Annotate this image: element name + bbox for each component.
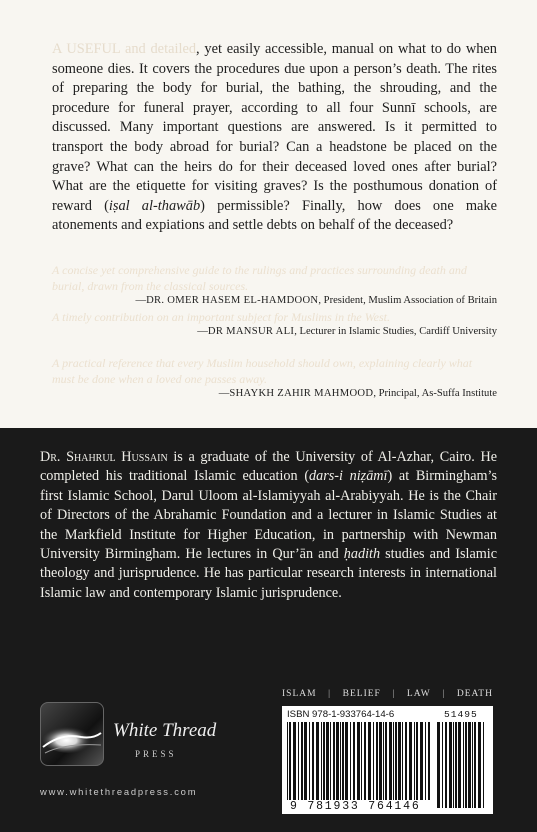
barcode-bar [428,722,430,800]
barcode-bar [425,722,426,800]
barcode-bar [330,722,331,800]
barcode-bar [405,722,407,800]
barcode-bar [321,722,322,800]
barcode-bars [287,722,433,800]
barcode-bar [298,722,299,800]
barcode-bar [316,722,319,800]
endorsement-3 [52,355,497,401]
barcode-bar [312,722,314,800]
endorsement-1 [52,262,497,308]
barcode-bar [398,722,401,800]
barcode-bar [336,722,339,800]
barcode-bar [393,722,394,800]
barcode-bar [309,722,310,800]
barcode-bar [474,722,476,808]
barcode-bar [342,722,344,800]
barcode-bar [287,722,288,800]
isbn-barcode [282,706,493,814]
barcode-addon-digits: 51495 [444,709,478,720]
barcode-bar [333,722,335,800]
barcode-bar [289,722,291,800]
barcode-bar [416,722,418,800]
barcode-addon-bars [437,722,487,808]
barcode-bar [376,722,378,800]
barcode-bar [383,722,384,800]
description-lead: A USEFUL and detailed [52,41,197,57]
back-cover-bottom [0,428,537,832]
publisher-url: www.whitethreadpress.com [40,786,198,797]
barcode-bar [301,722,303,800]
tag-separator: | [392,689,396,699]
barcode-bar [463,722,464,808]
barcode-bar [453,722,454,808]
barcode-bar [368,722,371,800]
tag-belief: BELIEF [342,689,381,699]
barcode-bar [357,722,360,800]
barcode-bar [437,722,440,808]
barcode-bar [395,722,397,800]
tag-separator: | [442,689,446,699]
tag-law: LAW [406,689,431,699]
endorsement-text: A practical reference that every Muslim household should own, explaining clearly what must be done when a loved one passes away. [52,356,473,386]
barcode-bar [304,722,307,800]
barcode-bar [353,722,355,800]
endorsement-text: A timely contribution on an important subject for Muslims in the West. [52,310,390,324]
publisher-name: White Thread [113,720,217,741]
barcode-bar [326,722,329,800]
barcode-bar [364,722,366,800]
barcode-bar [455,722,457,808]
book-description: A USEFUL and detailed, yet easily accessible, manual on what to do when someone dies. It covers the procedures due upon a person’s death. The rites of preparing the body for burial, the bathing, the shrouding, and the procedure for funeral prayer, according to all four Sunnī schools, are discussed. Many important questions are answered. Is it permitted to transport the body abroad for burial? Can a headstone be placed on the grave? What can the heirs do for their deceased loved ones after burial? What are the etiquette for visiting graves? Is the posthumous donation of reward (iṣal al-thawāb) permissible? Finally, how does one make atonements and expiations and settle debts on behalf of the deceased? [52,41,497,234]
barcode-bar [465,722,467,808]
barcode-bar [361,722,362,800]
endorsement-attribution: —SHAYKH ZAHIR MAHMOOD, Principal, As-Suffa Institute [218,388,497,399]
barcode-bar [340,722,341,800]
tag-separator: | [328,689,332,699]
barcode-bar [373,722,374,800]
barcode-bar [402,722,403,800]
endorsement-attribution: —DR. OMER HASEM EL-HAMDOON, President, Muslim Association of Britain [135,295,497,306]
endorsement-text: A concise yet comprehensive guide to the rulings and practices surrounding death and burial, drawn from the classical sources. [52,263,467,293]
barcode-bar [472,722,473,808]
barcode-bar [323,722,325,800]
publisher-sub: PRESS [135,749,177,759]
barcode-bar [468,722,471,808]
barcode-bar [458,722,461,808]
author-name: Dr. Shahrul Hussain [40,449,168,465]
subject-tags [282,689,493,699]
barcode-bar [409,722,412,800]
author-bio: Dr. Shahrul Hussain is a graduate of the University of Al-Azhar, Cairo. He completed his traditional Islamic education (dars-i niẓāmī) at Birmingham’s first Islamic School, Darul Uloom al-Islamiyyah al-Arabiyyah. He is the Chair of Directors of the Abrahamic Foundation and a lecturer in Islamic Studies at the Markfield Institute for Higher Education, in partnership with Newman University Birmingham. He lectures in Qur’ān and ḥadith studies and Islamic theology and jurisprudence. He has particular research interests in international Islamic law and contemporary Islamic jurisprudence. [40,449,498,601]
barcode-bar [449,722,452,808]
barcode-bar [442,722,443,808]
barcode-bar [478,722,481,808]
barcode-bar [345,722,348,800]
isbn-text: ISBN 978-1-933764-14-6 [287,709,395,720]
barcode-bar [379,722,382,800]
endorsement-attribution: —DR MANSUR ALI, Lecturer in Islamic Studies, Cardiff University [197,326,497,337]
barcode-bar [420,722,423,800]
endorsement-2 [52,309,497,339]
tag-islam: ISLAM [282,689,317,699]
white-thread-logo-icon [40,702,104,766]
barcode-bar [414,722,415,800]
barcode-digits: 9 781933 764146 [290,800,421,813]
barcode-bar [483,722,484,808]
barcode-bar [389,722,392,800]
tag-death: DEATH [456,689,493,699]
publisher-logo [40,702,217,782]
barcode-bar [293,722,296,800]
barcode-bar [385,722,387,800]
barcode-bar [350,722,351,800]
barcode-bar [445,722,447,808]
